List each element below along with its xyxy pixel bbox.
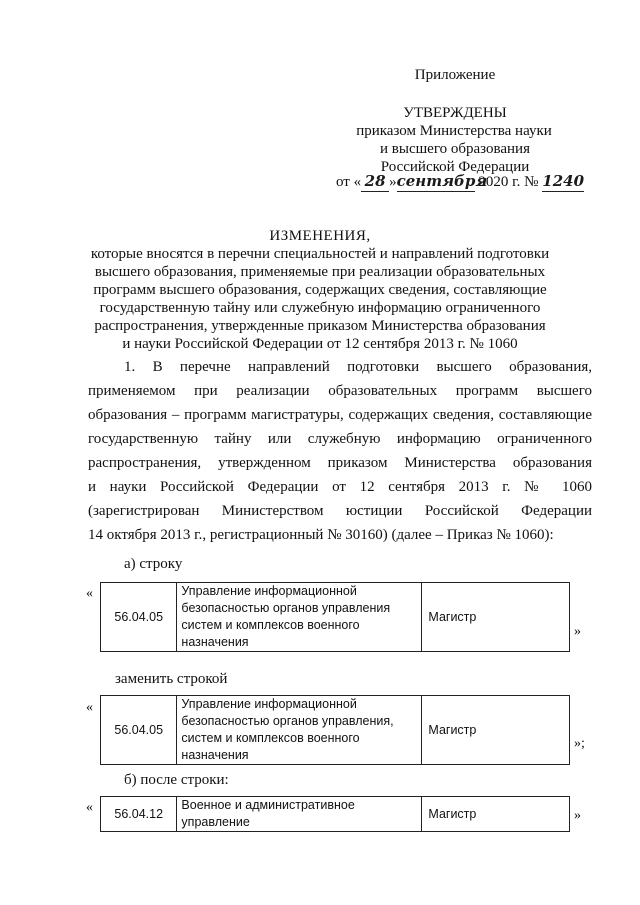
specialty-name: Управление информационной безопасностью органов управления систем и комплексов военного назначения xyxy=(177,583,422,652)
replace-label: заменить строкой xyxy=(115,671,228,687)
paragraph-line: и науки Российской Федерации от 12 сентября 2013 г. № 1060 xyxy=(88,479,592,495)
title-line: которые вносятся в перечни специальностей и направлений подготовки xyxy=(90,246,550,262)
paragraph-line: 1. В перечне направлений подготовки высшего образования, xyxy=(124,359,592,375)
paragraph-line: образования – программ магистратуры, содержащих сведения, составляющие xyxy=(88,407,592,423)
paragraph-line: распространения, утвержденном приказом Министерства образования xyxy=(88,455,592,471)
approval-date-line xyxy=(336,172,586,192)
close-quote: » xyxy=(574,808,581,823)
table-row-after xyxy=(100,796,570,832)
specialty-code: 56.04.05 xyxy=(101,696,177,765)
paragraph-line: применяемом при реализации образовательных программ высшего xyxy=(88,383,592,399)
document-heading: ИЗМЕНЕНИЯ, xyxy=(269,228,371,244)
approved-heading: УТВЕРЖДЕНЫ xyxy=(403,105,507,121)
qualification: Магистр xyxy=(422,583,570,652)
specialty-name: Управление информационной безопасностью органов управления, систем и комплексов военного назначения xyxy=(177,696,422,765)
specialty-code: 56.04.05 xyxy=(101,583,177,652)
order-number: 1240 xyxy=(542,172,585,190)
title-line: высшего образования, применяемые при реализации образовательных xyxy=(94,264,546,280)
close-quote: » xyxy=(574,624,581,639)
open-quote: « xyxy=(86,800,93,815)
open-quote: « xyxy=(86,586,93,601)
open-quote: « xyxy=(86,700,93,715)
title-block xyxy=(70,227,570,353)
approval-block xyxy=(330,104,570,176)
title-line: государственную тайну или служебную информацию ограниченного xyxy=(99,300,541,316)
date-year: 2020 г. № xyxy=(478,174,539,190)
date-day: 28 xyxy=(361,172,389,192)
table-row-replacement xyxy=(100,695,570,765)
specialty-name: Военное и административное управление xyxy=(177,797,422,832)
close-quote: »; xyxy=(574,736,585,751)
date-prefix: от « xyxy=(336,174,362,190)
title-line: и науки Российской Федерации от 12 сентября 2013 г. № 1060 xyxy=(122,336,518,352)
paragraph-line: государственную тайну или служебную информацию ограниченного xyxy=(88,431,592,447)
qualification: Магистр xyxy=(422,696,570,765)
paragraph-line: (зарегистрирован Министерством юстиции Российской Федерации xyxy=(88,503,592,519)
date-month: сентября xyxy=(396,172,488,190)
section-a-label: а) строку xyxy=(124,556,183,572)
approval-line-2: и высшего образования xyxy=(380,141,530,157)
specialty-code: 56.04.12 xyxy=(101,797,177,832)
appendix-label: Приложение xyxy=(414,67,496,83)
qualification: Магистр xyxy=(422,797,570,832)
date-mid: » xyxy=(389,174,397,190)
main-paragraph xyxy=(88,355,592,547)
title-line: программ высшего образования, содержащих сведения, составляющие xyxy=(93,282,547,298)
section-b-label: б) после строки: xyxy=(124,772,229,788)
title-line: распространения, утвержденные приказом Министерства образования xyxy=(94,318,546,334)
approval-line-1: приказом Министерства науки xyxy=(356,123,552,139)
approval-line-3: Российской Федерации xyxy=(380,159,530,175)
paragraph-line: 14 октября 2013 г., регистрационный № 30160) (далее – Приказ № 1060): xyxy=(88,527,554,543)
table-row-current xyxy=(100,582,570,652)
